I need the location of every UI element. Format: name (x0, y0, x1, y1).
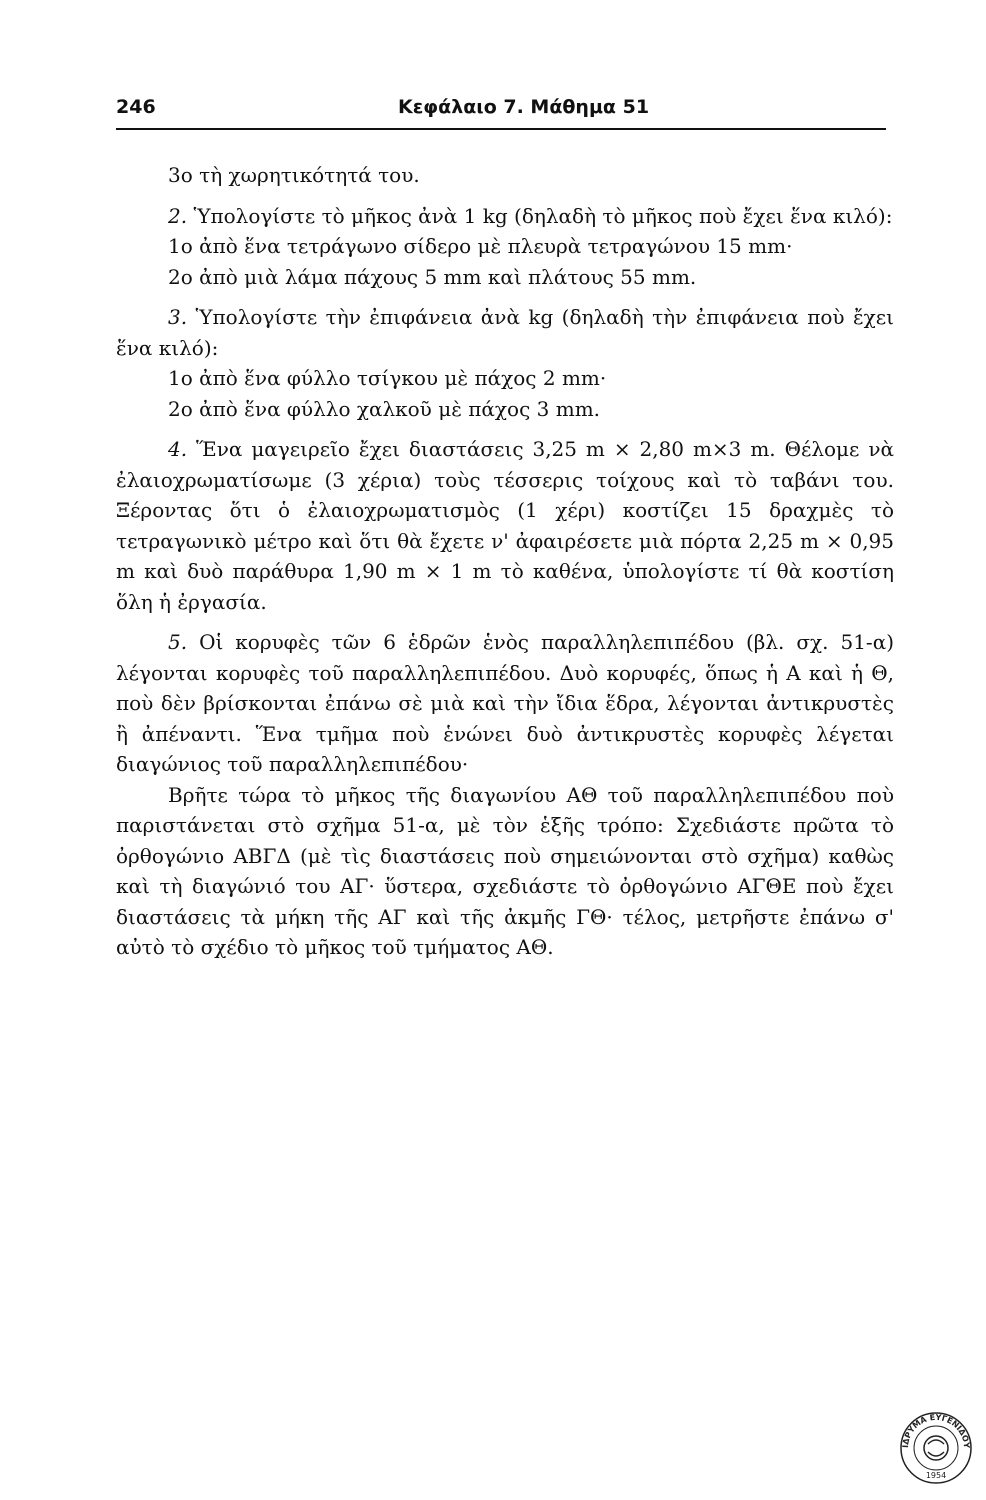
header-rule (116, 128, 886, 130)
exercise-2-text: Ὑπολογίστε τὸ μῆκος ἀνὰ 1 kg (δηλαδὴ τὸ μῆκος ποὺ ἔχει ἕνα κιλό): (193, 203, 893, 228)
exercise-3-item-1: 1ο ἀπὸ ἕνα φύλλο τσίγκου μὲ πάχος 2 mm· (168, 366, 607, 390)
svg-text:ΙΔΡΥΜΑ ΕΥΓΕΝΙΔΟΥ (901, 1413, 971, 1449)
exercise-2 (116, 201, 894, 232)
exercise-2-item-2: 2ο ἀπὸ μιὰ λάμα πάχους 5 mm καὶ πλάτους 55 mm. (168, 264, 697, 289)
exercise-2-item-1: 1ο ἀπὸ ἕνα τετράγωνο σίδερο μὲ πλευρὰ τετραγώνου 15 mm· (168, 234, 793, 258)
exercise-5-text: Οἱ κορυφὲς τῶν 6 ἑδρῶν ἑνὸς παραλληλεπιπέδου (βλ. σχ. 51-α) λέγονται κορυφὲς τοῦ παραλληλεπιπέδου. Δυὸ κορυφές, ὅπως ἡ Α καὶ ἡ Θ, ποὺ δὲν βρίσκονται ἐπάνω σὲ μιὰ καὶ τὴν ἴδια ἕδρα, λέγονται ἀντικρυστὲς ἢ ἀπέναντι. Ἕνα τμῆμα ποὺ ἑνώνει δυὸ ἀντικρυστὲς κορυφὲς λέγεται διαγώνιος τοῦ παραλληλεπιπέδου· (116, 630, 894, 776)
running-title: Κεφάλαιο 7. Μάθημα 51 (398, 96, 650, 118)
exercise-3-item-2: 2ο ἀπὸ ἕνα φύλλο χαλκοῦ μὲ πάχος 3 mm. (168, 396, 601, 421)
exercise-3-text: Ὑπολογίστε τὴν ἐπιφάνεια ἀνὰ kg (δηλαδὴ τὴν ἐπιφάνεια ποὺ ἔχει ἕνα κιλό): (116, 305, 894, 360)
exercise-4-text: Ἕνα μαγειρεῖο ἔχει διαστάσεις 3,25 m × 2,80 m×3 m. Θέλομε νὰ ἐλαιοχρωματίσωμε (3 χέρια) τοὺς τέσσερις τοίχους καὶ τὸ ταβάνι του. Ξέροντας ὅτι ὁ ἐλαιοχρωματισμὸς (1 χέρι) κοστίζει 15 δραχμὲς τὸ τετραγωνικὸ μέτρο καὶ ὅτι θὰ ἔχετε ν' ἀφαιρέσετε μιὰ πόρτα 2,25 m × 0,95 m καὶ δυὸ παράθυρα 1,90 m × 1 m τὸ καθένα, ὑπολογίστε τί θὰ κοστίση ὅλη ἡ ἐργασία. (116, 437, 895, 614)
exercise-5 (116, 627, 894, 780)
stamp-text: ΙΔΡΥΜΑ ΕΥΓΕΝΙΔΟΥ (900, 1412, 972, 1449)
exercise-5-number: 5. (168, 630, 188, 654)
library-stamp-seal (898, 1410, 974, 1486)
exercise-3-number: 3. (168, 305, 188, 329)
exercise-1-item-3: 3ο τὴ χωρητικότητά του. (168, 163, 420, 187)
page-header (116, 96, 886, 126)
exercise-4-number: 4. (168, 437, 188, 461)
page-body (116, 160, 894, 963)
exercise-5-continuation: Βρῆτε τώρα τὸ μῆκος τῆς διαγωνίου ΑΘ τοῦ παραλληλεπιπέδου ποὺ παριστάνεται στὸ σχῆμα 51-α, μὲ τὸν ἑξῆς τρόπο: Σχεδιάστε πρῶτα τὸ ὀρθογώνιο ΑΒΓΔ (μὲ τὶς διαστάσεις ποὺ σημειώνονται στὸ σχῆμα) καθὼς καὶ τὴ διαγώνιό του ΑΓ· ὕστερα, σχεδιάστε τὸ ὀρθογώνιο ΑΓΘΕ ποὺ ἔχει διαστάσεις τὰ μήκη τῆς ΑΓ καὶ τῆς ἀκμῆς ΓΘ· τέλος, μετρῆστε ἐπάνω σ' αὐτὸ τὸ σχέδιο τὸ μῆκος τοῦ τμήματος ΑΘ. (116, 782, 894, 959)
exercise-2-number: 2. (168, 203, 188, 228)
exercise-4 (116, 434, 894, 617)
page-number: 246 (116, 96, 156, 118)
stamp-year: 1954 (925, 1471, 947, 1480)
exercise-3 (116, 302, 894, 363)
